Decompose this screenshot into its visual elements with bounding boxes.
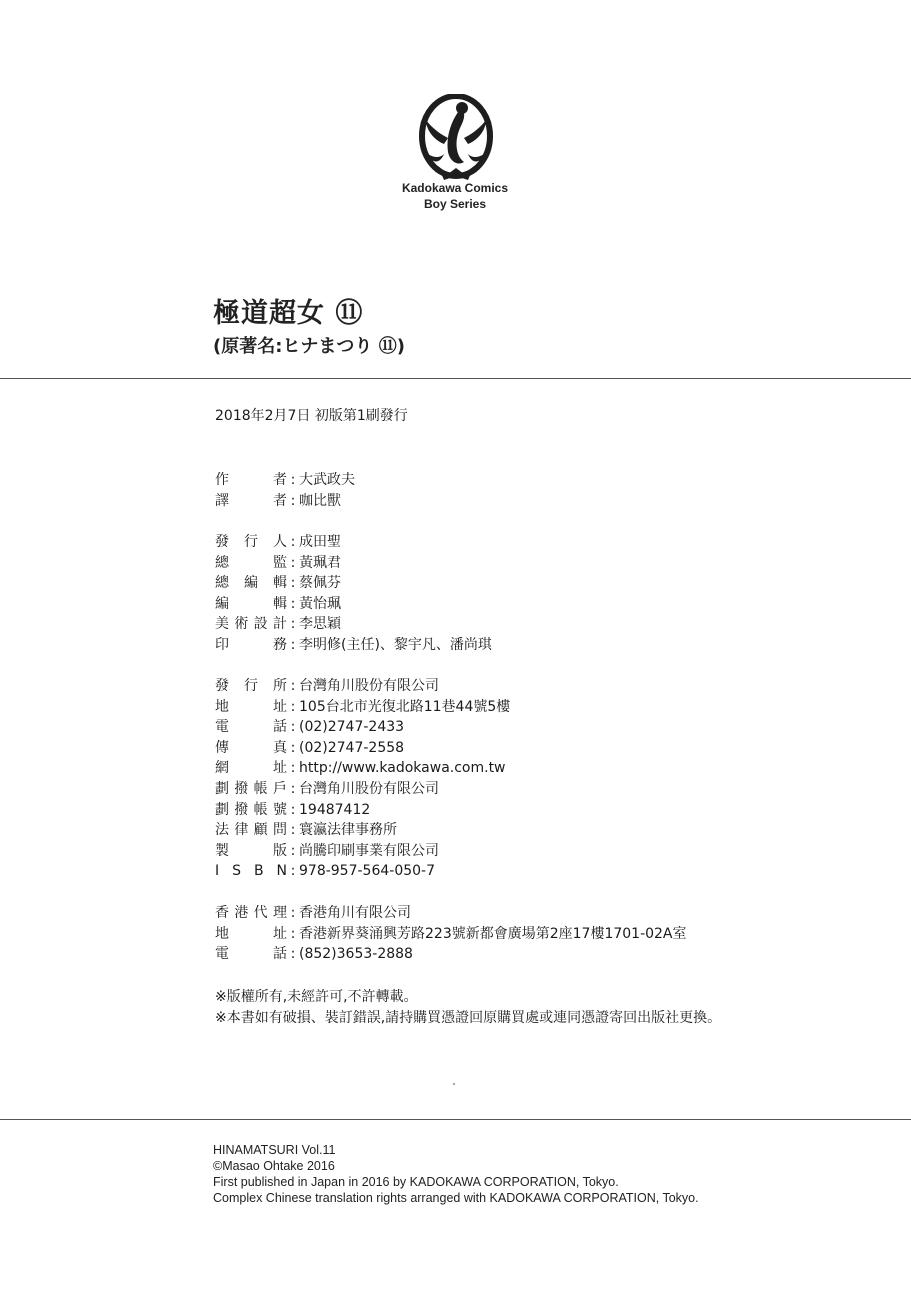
credit-value: 咖比獸 bbox=[299, 492, 341, 509]
colophon-line: First published in Japan in 2016 by KADOKAWA CORPORATION, Tokyo. bbox=[213, 1175, 619, 1189]
credit-label: 譯 者 bbox=[215, 492, 287, 509]
publisher-value: 台灣角川股份有限公司 bbox=[299, 678, 439, 694]
credit-row: 作 者 : 大武政夫 bbox=[215, 470, 355, 491]
credits-section bbox=[215, 470, 355, 511]
publisher-row: 電 話 : (02)2747-2433 bbox=[215, 717, 510, 738]
scan-speck bbox=[453, 1083, 455, 1085]
edition-date: 2018年2月7日 初版第1刷發行 bbox=[215, 408, 408, 424]
staff-label: 編 輯 bbox=[215, 595, 287, 612]
publisher-section bbox=[215, 676, 510, 882]
publisher-row: 地 址 : 105台北市光復北路11巷44號5樓 bbox=[215, 697, 510, 718]
hongkong-row: 地 址 : 香港新界葵涌興芳路223號新都會廣場第2座17樓1701-02A室 bbox=[215, 924, 687, 945]
logo-text-line2: Boy Series bbox=[423, 197, 487, 211]
staff-label: 印 務 bbox=[215, 636, 287, 653]
staff-value: 李明修(主任)、黎宇凡、潘尚琪 bbox=[299, 636, 492, 653]
staff-row: 美 術 設 計 : 李思穎 bbox=[215, 614, 492, 635]
phoenix-logo-icon bbox=[398, 94, 514, 184]
staff-label: 發 行 人 bbox=[215, 534, 287, 550]
book-title: 極道超女 ⑪ bbox=[213, 298, 364, 329]
staff-row: 印 務 : 李明修(主任)、黎宇凡、潘尚琪 bbox=[215, 635, 492, 656]
publisher-value: 19487412 bbox=[299, 801, 371, 818]
bottom-divider bbox=[0, 1119, 911, 1120]
hongkong-row: 電 話 : (852)3653-2888 bbox=[215, 944, 687, 965]
staff-value: 蔡佩芬 bbox=[299, 575, 341, 592]
top-divider bbox=[0, 378, 911, 379]
publisher-row: 製 版 : 尚騰印刷事業有限公司 bbox=[215, 841, 510, 862]
staff-row: 編 輯 : 黃怡珮 bbox=[215, 594, 492, 615]
colophon-line: HINAMATSURI Vol.11 bbox=[213, 1143, 336, 1157]
publisher-row: I S B N : 978-957-564-050-7 bbox=[215, 861, 510, 882]
publisher-value: (02)2747-2433 bbox=[299, 719, 405, 736]
hongkong-row: 香 港 代 理 : 香港角川有限公司 bbox=[215, 903, 687, 924]
credit-value: 大武政夫 bbox=[299, 472, 355, 488]
publisher-value: 寰瀛法律事務所 bbox=[299, 822, 397, 839]
hongkong-section bbox=[215, 903, 687, 965]
publisher-row: 網 址 : http://www.kadokawa.com.tw bbox=[215, 758, 510, 779]
staff-row: 發 行 人 : 成田聖 bbox=[215, 532, 492, 553]
staff-label: 總 編 輯 bbox=[215, 575, 287, 592]
english-colophon bbox=[213, 1142, 699, 1206]
publisher-value: 尚騰印刷事業有限公司 bbox=[299, 842, 439, 859]
hongkong-value: (852)3653-2888 bbox=[299, 946, 413, 963]
publisher-row: 發 行 所 : 台灣角川股份有限公司 bbox=[215, 676, 510, 697]
publisher-row: 劃 撥 帳 號 : 19487412 bbox=[215, 800, 510, 821]
hongkong-value: 香港角川有限公司 bbox=[299, 905, 411, 921]
credit-row: 譯 者 : 咖比獸 bbox=[215, 491, 355, 512]
publisher-value: 台灣角川股份有限公司 bbox=[299, 780, 439, 797]
publisher-value: 105台北市光復北路11巷44號5樓 bbox=[299, 698, 511, 715]
colophon-line: ©Masao Ohtake 2016 bbox=[213, 1159, 335, 1173]
credit-label: 作 者 bbox=[215, 472, 287, 488]
publisher-value: (02)2747-2558 bbox=[299, 739, 405, 756]
staff-label: 美 術 設 計 bbox=[215, 616, 287, 633]
staff-value: 黃怡珮 bbox=[299, 595, 341, 612]
notes-section bbox=[215, 987, 721, 1028]
publisher-row: 劃 撥 帳 戶 : 台灣角川股份有限公司 bbox=[215, 779, 510, 800]
publisher-url: http://www.kadokawa.com.tw bbox=[299, 760, 506, 777]
staff-label: 總 監 bbox=[215, 554, 287, 571]
publisher-row: 傳 真 : (02)2747-2558 bbox=[215, 738, 510, 759]
note-line: ※本書如有破損、裝訂錯誤,請持購買憑證回原購買處或連同憑證寄回出版社更換。 bbox=[215, 1009, 722, 1026]
colophon-line: Complex Chinese translation rights arranged with KADOKAWA CORPORATION, Tokyo. bbox=[213, 1191, 699, 1205]
note-line: ※版權所有,未經許可,不許轉載。 bbox=[215, 989, 418, 1005]
hongkong-value: 香港新界葵涌興芳路223號新都會廣場第2座17樓1701-02A室 bbox=[299, 925, 687, 942]
staff-value: 李思穎 bbox=[299, 616, 341, 633]
staff-row: 總 監 : 黃珮君 bbox=[215, 553, 492, 574]
staff-value: 黃珮君 bbox=[299, 554, 341, 571]
original-title: (原著名:ヒナまつり ⑪) bbox=[213, 336, 405, 357]
logo-text-line1: Kadokawa Comics bbox=[401, 181, 509, 195]
staff-value: 成田聖 bbox=[299, 534, 341, 550]
publisher-row: 法 律 顧 問 : 寰瀛法律事務所 bbox=[215, 820, 510, 841]
staff-row: 總 編 輯 : 蔡佩芬 bbox=[215, 573, 492, 594]
staff-section bbox=[215, 532, 492, 656]
isbn-value: 978-957-564-050-7 bbox=[299, 863, 436, 880]
